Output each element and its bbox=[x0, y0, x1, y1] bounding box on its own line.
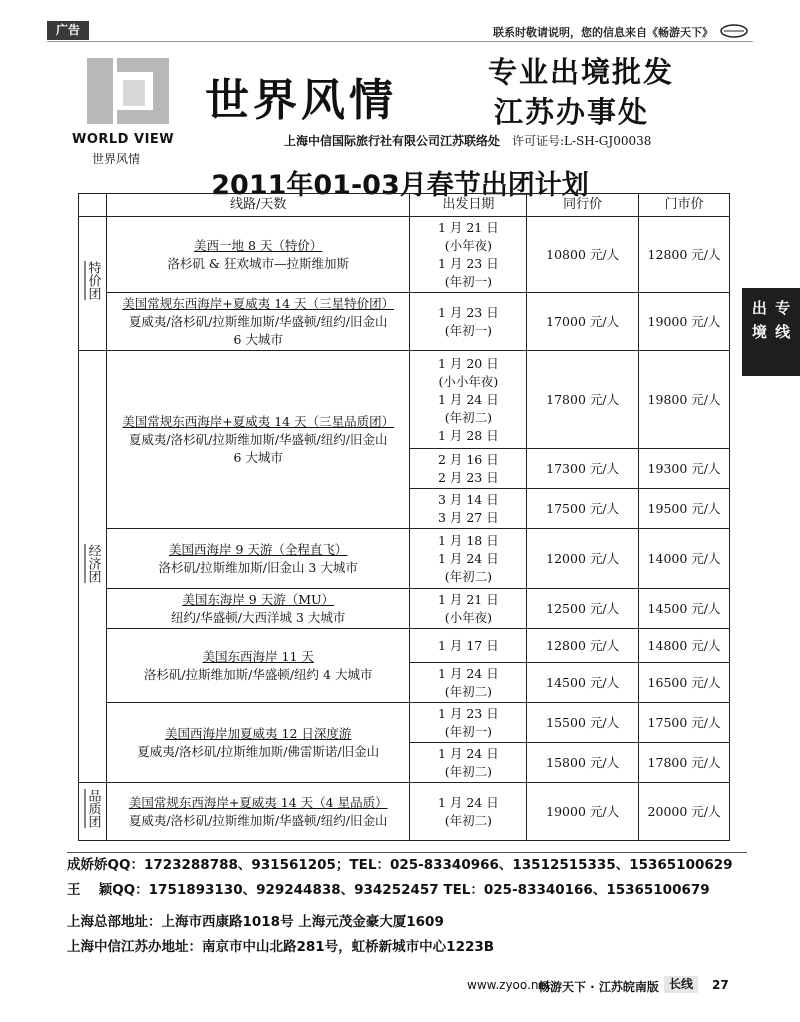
category-economy bbox=[79, 351, 107, 783]
route-cell bbox=[106, 351, 409, 529]
date-line: (年初二) bbox=[444, 568, 492, 584]
table-row bbox=[79, 703, 730, 743]
route-name: 美国东西海岸 11 天 bbox=[202, 648, 314, 664]
top-strip bbox=[47, 20, 753, 42]
date-line: 1 月 28 日 bbox=[437, 427, 499, 443]
route-cell bbox=[106, 783, 409, 841]
route-cities: 夏威夷/洛杉矶/拉斯维加斯/华盛顿/纽约/旧金山 bbox=[128, 812, 388, 828]
departure-date bbox=[410, 663, 527, 703]
contact-line-2: 王 颖QQ：1751893130、929244838、934252457 TEL：025-83340166、15365100679 bbox=[67, 882, 710, 898]
jiangsu-address: 上海中信江苏办地址：南京市中山北路281号，虹桥新城市中心1223B bbox=[67, 939, 495, 955]
departure-date bbox=[410, 783, 527, 841]
table-row bbox=[79, 589, 730, 629]
table-row bbox=[79, 529, 730, 589]
table-row bbox=[79, 351, 730, 449]
contact-line-1: 成娇娇QQ：1723288788、931561205；TEL：025-83340966、13512515335、15365100629 bbox=[67, 857, 733, 873]
retail-price: 14800 元/人 bbox=[639, 629, 730, 663]
route-cities: 纽约/华盛顿/大西洋城 3 大城市 bbox=[171, 609, 346, 625]
route-cities: 夏威夷/洛杉矶/拉斯维加斯/华盛顿/纽约/旧金山 bbox=[128, 313, 388, 329]
category-label: 品质团 bbox=[85, 789, 101, 828]
route-cell bbox=[106, 529, 409, 589]
retail-price: 17800 元/人 bbox=[639, 743, 730, 783]
date-line: (年初二) bbox=[444, 409, 492, 425]
company-name: 上海中信国际旅行社有限公司江苏联络处 bbox=[284, 134, 501, 148]
logo-chinese-name: 世界风情 bbox=[92, 152, 141, 166]
date-line: 1 月 23 日 bbox=[437, 255, 499, 271]
departure-date bbox=[410, 293, 527, 351]
departure-date bbox=[410, 489, 527, 529]
section-side-tab bbox=[742, 288, 800, 376]
slogan-line1: 专业出境批发 bbox=[488, 55, 675, 89]
category-special bbox=[79, 217, 107, 351]
route-name: 美国西海岸 9 天游（全程直飞） bbox=[169, 541, 348, 557]
route-name: 美西一地 8 天（特价） bbox=[194, 237, 323, 253]
retail-price: 19300 元/人 bbox=[639, 449, 730, 489]
date-line: (年初二) bbox=[444, 763, 492, 779]
ad-tag: 广告 bbox=[47, 21, 89, 40]
table-row bbox=[79, 783, 730, 841]
route-name: 美国常规东西海岸+夏威夷 14 天（三星特价团） bbox=[122, 295, 395, 311]
website-link[interactable]: www.zyoo.net bbox=[467, 978, 551, 992]
peer-price: 12500 元/人 bbox=[527, 589, 639, 629]
route-name: 美国东海岸 9 天游（MU） bbox=[182, 591, 335, 607]
date-line: 3 月 14 日 bbox=[437, 491, 499, 507]
tour-table-body bbox=[79, 217, 730, 841]
date-line: (年初二) bbox=[444, 683, 492, 699]
date-line: 1 月 24 日 bbox=[437, 794, 499, 810]
retail-price: 19500 元/人 bbox=[639, 489, 730, 529]
magazine-logo-icon bbox=[719, 23, 749, 38]
peer-price: 14500 元/人 bbox=[527, 663, 639, 703]
header-category bbox=[79, 194, 107, 217]
route-name: 美国常规东西海岸+夏威夷 14 天（4 星品质） bbox=[128, 794, 388, 810]
date-line: 1 月 23 日 bbox=[437, 705, 499, 721]
header-route: 线路/天数 bbox=[106, 194, 409, 217]
retail-price: 12800 元/人 bbox=[639, 217, 730, 293]
departure-date bbox=[410, 449, 527, 489]
date-line: 1 月 17 日 bbox=[437, 637, 499, 653]
peer-price: 12800 元/人 bbox=[527, 629, 639, 663]
route-cell bbox=[106, 217, 409, 293]
retail-price: 19800 元/人 bbox=[639, 351, 730, 449]
route-cities-more: 6 大城市 bbox=[233, 331, 283, 347]
date-line: (年初一) bbox=[444, 723, 492, 739]
table-row bbox=[79, 293, 730, 351]
plan-title: 2011年01-03月春节出团计划 bbox=[211, 170, 589, 201]
departure-date bbox=[410, 351, 527, 449]
peer-price: 15800 元/人 bbox=[527, 743, 639, 783]
departure-date bbox=[410, 743, 527, 783]
table-row bbox=[79, 217, 730, 293]
peer-price: 19000 元/人 bbox=[527, 783, 639, 841]
header-peer-price: 同行价 bbox=[527, 194, 639, 217]
date-line: (年初一) bbox=[444, 273, 492, 289]
departure-date bbox=[410, 217, 527, 293]
peer-price: 12000 元/人 bbox=[527, 529, 639, 589]
peer-price: 10800 元/人 bbox=[527, 217, 639, 293]
peer-price: 17300 元/人 bbox=[527, 449, 639, 489]
side-tab-line1: 出境 bbox=[751, 299, 767, 341]
date-line: 1 月 24 日 bbox=[437, 665, 499, 681]
date-line: 1 月 24 日 bbox=[437, 745, 499, 761]
date-line: 1 月 21 日 bbox=[437, 219, 499, 235]
category-label: 特价团 bbox=[85, 261, 101, 300]
date-line: (年初一) bbox=[444, 322, 492, 338]
page-number: 27 bbox=[712, 978, 729, 992]
route-name: 美国常规东西海岸+夏威夷 14 天（三星品质团） bbox=[122, 413, 395, 429]
route-cities: 洛杉矶/拉斯维加斯/华盛顿/纽约 4 大城市 bbox=[143, 666, 373, 682]
route-name: 美国西海岸加夏威夷 12 日深度游 bbox=[165, 725, 352, 741]
date-line: (小小年夜) bbox=[438, 373, 499, 389]
table-header-row bbox=[79, 194, 730, 217]
page-footer bbox=[0, 976, 800, 996]
date-line: 1 月 18 日 bbox=[437, 532, 499, 548]
route-cell bbox=[106, 589, 409, 629]
date-line: (年初二) bbox=[444, 812, 492, 828]
date-line: 1 月 24 日 bbox=[437, 550, 499, 566]
date-line: (小年夜) bbox=[444, 609, 492, 625]
category-label: 经济团 bbox=[85, 544, 101, 583]
route-cell bbox=[106, 293, 409, 351]
route-cities: 洛杉矶/拉斯维加斯/旧金山 3 大城市 bbox=[158, 559, 358, 575]
date-line: 3 月 27 日 bbox=[437, 509, 499, 525]
date-line: 1 月 23 日 bbox=[437, 304, 499, 320]
side-tab-line2: 专线 bbox=[775, 299, 791, 341]
tour-schedule-table bbox=[78, 193, 730, 841]
retail-price: 14000 元/人 bbox=[639, 529, 730, 589]
retail-price: 17500 元/人 bbox=[639, 703, 730, 743]
logo-english-name: WORLD VIEW bbox=[72, 132, 175, 147]
route-cities: 夏威夷/洛杉矶/拉斯维加斯/佛雷斯诺/旧金山 bbox=[137, 743, 380, 759]
category-quality bbox=[79, 783, 107, 841]
license-number: 许可证号:L-SH-GJ00038 bbox=[512, 134, 652, 148]
route-cell bbox=[106, 629, 409, 703]
peer-price: 17800 元/人 bbox=[527, 351, 639, 449]
table-row bbox=[79, 629, 730, 663]
retail-price: 16500 元/人 bbox=[639, 663, 730, 703]
header-date: 出发日期 bbox=[410, 194, 527, 217]
brand-title: 世界风情 bbox=[205, 75, 397, 126]
date-line: (小年夜) bbox=[444, 237, 492, 253]
world-view-logo-icon bbox=[83, 52, 173, 130]
source-notice: 联系时敬请说明，您的信息来自《畅游天下》 bbox=[493, 26, 713, 39]
peer-price: 15500 元/人 bbox=[527, 703, 639, 743]
departure-date bbox=[410, 529, 527, 589]
date-line: 1 月 20 日 bbox=[437, 355, 499, 371]
retail-price: 19000 元/人 bbox=[639, 293, 730, 351]
date-line: 1 月 24 日 bbox=[437, 391, 499, 407]
peer-price: 17500 元/人 bbox=[527, 489, 639, 529]
route-cities-more: 6 大城市 bbox=[233, 449, 283, 465]
route-cities: 洛杉矶 & 狂欢城市—拉斯维加斯 bbox=[167, 255, 349, 271]
slogan-line2: 江苏办事处 bbox=[494, 95, 650, 129]
edition-name: 畅游天下 · 江苏皖南版 bbox=[538, 980, 659, 994]
hq-address: 上海总部地址：上海市西康路1018号 上海元茂金豪大厦1609 bbox=[67, 914, 444, 930]
header-retail-price: 门市价 bbox=[639, 194, 730, 217]
peer-price: 17000 元/人 bbox=[527, 293, 639, 351]
date-line: 2 月 16 日 bbox=[437, 451, 499, 467]
retail-price: 20000 元/人 bbox=[639, 783, 730, 841]
section-label: 长线 bbox=[664, 976, 698, 993]
route-cell bbox=[106, 703, 409, 783]
departure-date bbox=[410, 629, 527, 663]
departure-date bbox=[410, 589, 527, 629]
route-cities: 夏威夷/洛杉矶/拉斯维加斯/华盛顿/纽约/旧金山 bbox=[128, 431, 388, 447]
date-line: 1 月 21 日 bbox=[437, 591, 499, 607]
retail-price: 14500 元/人 bbox=[639, 589, 730, 629]
contact-block bbox=[67, 852, 747, 960]
date-line: 2 月 23 日 bbox=[437, 469, 499, 485]
departure-date bbox=[410, 703, 527, 743]
